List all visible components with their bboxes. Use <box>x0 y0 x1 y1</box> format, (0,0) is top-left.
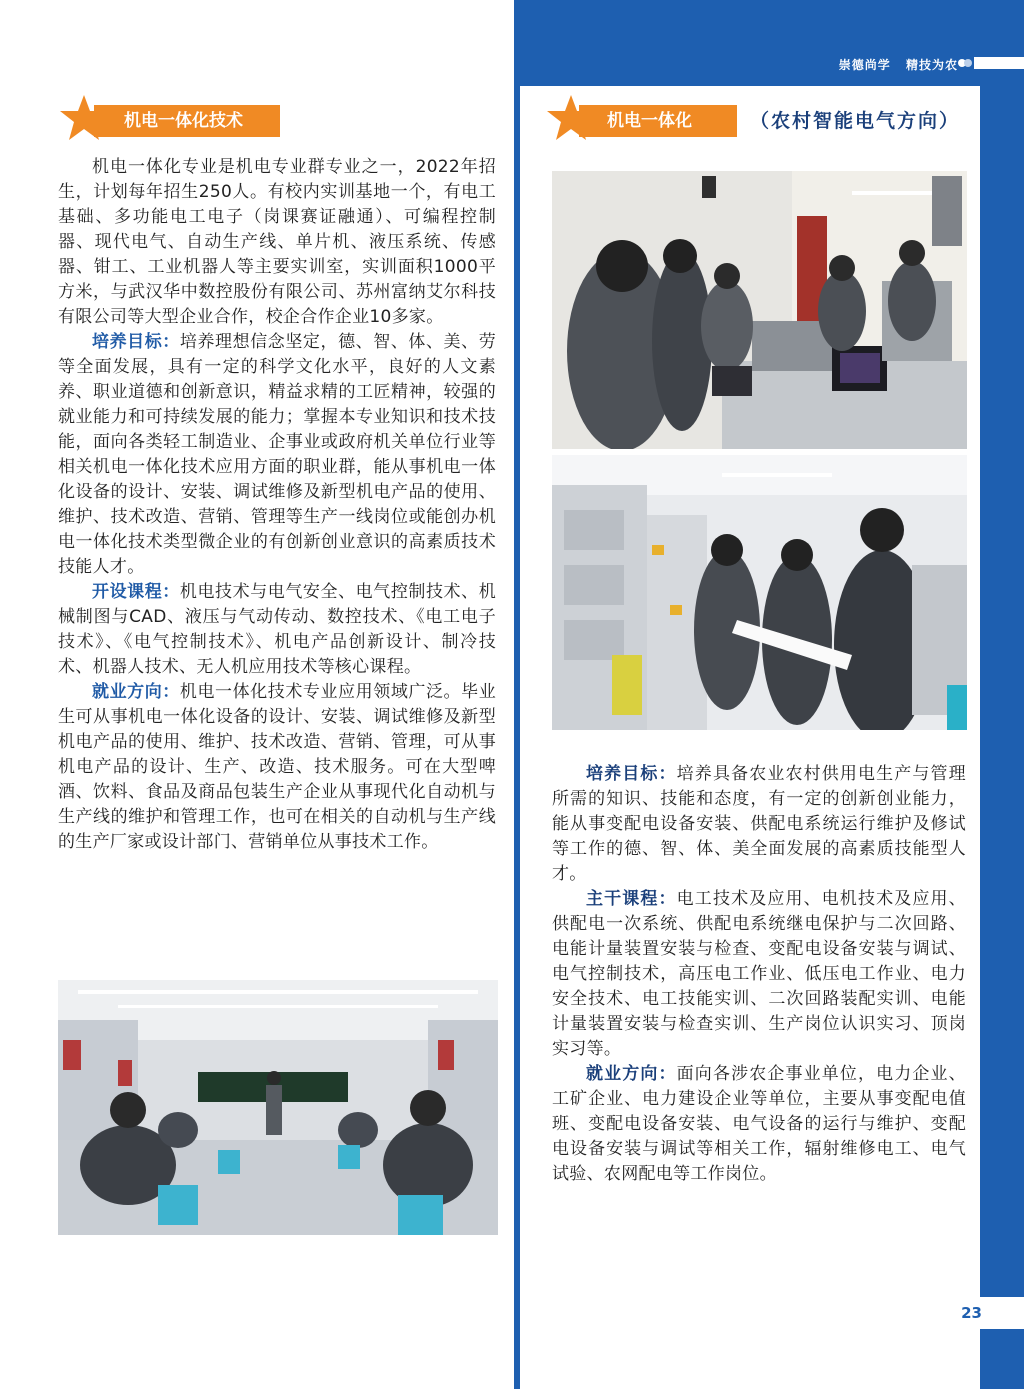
right-section-header <box>545 101 965 141</box>
course-text: 机电技术与电气安全、电气控制技术、机械制图与CAD、液压与气动传动、数控技术、《电工电子技术》、《电气控制技术》、机电产品创新设计、制冷技术、机器人技术、无人机应用技术等核心课程。 <box>58 582 496 677</box>
left-section-title: 机电一体化技术 <box>94 105 280 137</box>
right-body-text <box>552 762 966 1187</box>
course-label: 开设课程： <box>92 582 180 602</box>
right-goal-text: 培养具备农业农村供用电生产与管理所需的知识、技能和态度，有一定的创新创业能力，能从事变配电设备安装、供配电系统运行维护及修试等工作的德、智、体、美全面发展的高素质技能型人才。 <box>552 764 966 884</box>
right-course-label: 主干课程： <box>586 889 677 909</box>
right-section-title: 机电一体化 <box>579 105 737 137</box>
right-course-text: 电工技术及应用、电机技术及应用、供配电一次系统、供配电系统继电保护与二次回路、电能计量装置安装与检查、变配电设备安装与调试、电气控制技术，高压电工作业、低压电工作业、电力安全技术、电工技能实训、二次回路装配实训、电能计量装置安装与检查实训、生产岗位认识实习、顶岗实习等。 <box>552 889 966 1059</box>
header-motto <box>829 56 958 73</box>
job-paragraph <box>58 680 496 855</box>
electrical-lab-photo <box>552 455 967 730</box>
intro-paragraph: 机电一体化专业是机电专业群专业之一，2022年招生，计划每年招生250人。有校内实训基地一个，有电工基础、多功能电工电子（岗课赛证融通）、可编程控制器、现代电气、自动生产线、单片机、液压系统、传感器、钳工、工业机器人等主要实训室，实训面积1000平方米，与武汉华中数控股份有限公司、苏州富纳艾尔科技有限公司等大型企业合作，校企合作企业10多家。 <box>58 157 496 327</box>
right-section-subtitle: （农村智能电气方向） <box>750 110 961 132</box>
right-course-paragraph <box>552 887 966 1062</box>
automation-lab-photo <box>552 171 967 449</box>
classroom-photo <box>58 980 498 1235</box>
goal-label: 培养目标： <box>92 332 180 352</box>
job-label: 就业方向： <box>92 682 180 702</box>
right-job-label: 就业方向： <box>586 1064 677 1084</box>
page-number: 23 <box>919 1297 1024 1329</box>
motto-1: 崇德尚学 <box>838 58 891 72</box>
header-bar <box>974 57 1024 69</box>
motto-2: 精技为农 <box>905 58 958 72</box>
goal-paragraph <box>58 330 496 580</box>
right-job-paragraph <box>552 1062 966 1187</box>
goal-text: 培养理想信念坚定，德、智、体、美、劳等全面发展，具有一定的科学文化水平，良好的人文素养、职业道德和创新意识，精益求精的工匠精神，较强的就业能力和可持续发展的能力；掌握本专业知识和技术技能，面向各类轻工制造业、企事业或政府机关单位行业等相关机电一体化技术应用方面的职业群，能从事机电一体化设备的设计、安装、调试维修及新型机电产品的使用、维护、技术改造、营销、管理等生产一线岗位或能创办机电一体化技术类型微企业的有创新创业意识的高素质技术技能人才。 <box>58 332 496 577</box>
left-body-text <box>58 155 496 855</box>
right-goal-label: 培养目标： <box>586 764 677 784</box>
pager-bar <box>893 1297 899 1329</box>
pager-bar <box>905 1297 911 1329</box>
left-section-header <box>58 101 280 141</box>
right-job-text: 面向各涉农企事业单位，电力企业、工矿企业、电力建设企业等单位，主要从事变配电值班、变配电设备安装、电气设备的运行与维护、变配电设备安装与调试等相关工作，辐射维修电工、电气试验、农网配电等工作岗位。 <box>552 1064 966 1184</box>
star-icon <box>545 93 597 143</box>
course-paragraph <box>58 580 496 680</box>
job-text: 机电一体化技术专业应用领域广泛。毕业生可从事机电一体化设备的设计、安装、调试维修及新型机电产品的使用、维护、技术改造、营销、管理，可从事机电产品的设计、生产、改造、技术服务。可在大型啤酒、饮料、食品及商品包装生产企业从事现代化自动机与生产线的维护和管理工作，也可在相关的自动机与生产线的生产厂家或设计部门、营销单位从事技术工作。 <box>58 682 496 852</box>
star-icon <box>58 93 110 143</box>
dots-icon <box>958 58 972 68</box>
right-goal-paragraph <box>552 762 966 887</box>
